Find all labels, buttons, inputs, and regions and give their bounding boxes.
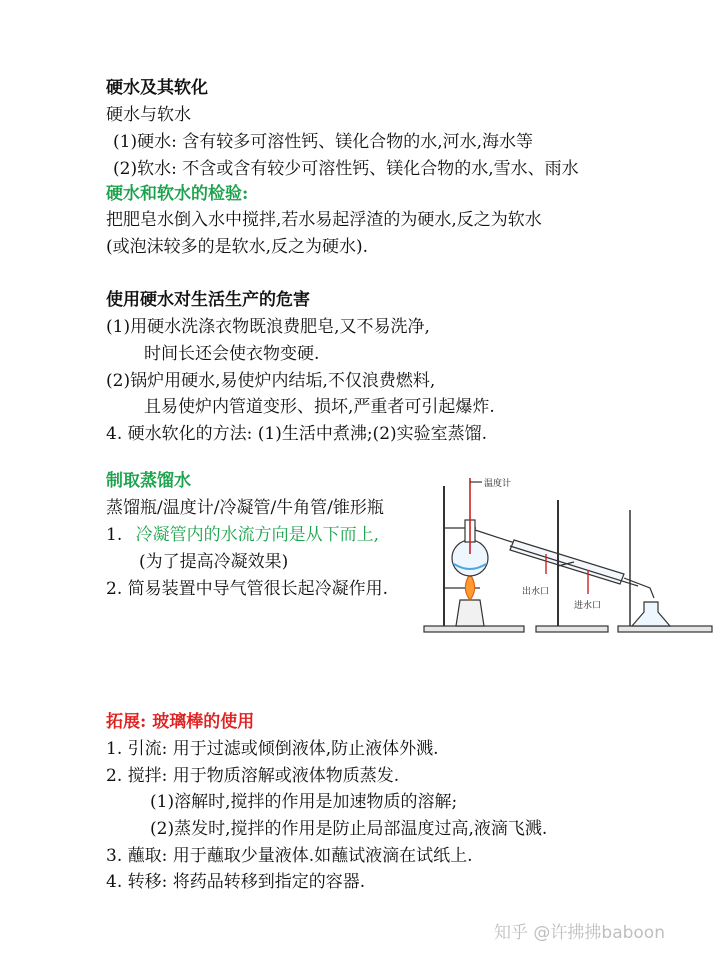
adapter [624, 578, 654, 598]
hard-water-definition: (1)硬水: 含有较多可溶性钙、镁化合物的水,河水,海水等 [113, 132, 534, 152]
rod-use-dipping: 3. 蘸取: 用于蘸取少量液体.如蘸试液滴在试纸上. [106, 846, 473, 866]
middle-stand-base [536, 626, 608, 632]
section-title-distilled-water: 制取蒸馏水 [106, 471, 191, 491]
distillation-apparatus-diagram [418, 470, 718, 640]
conical-flask [632, 602, 670, 626]
rod-use-stirring: 2. 搅拌: 用于物质溶解或液体物质蒸发. [106, 766, 400, 786]
subtitle-hard-soft-water: 硬水与软水 [106, 105, 191, 125]
test-heading: 硬水和软水的检验: [106, 184, 249, 204]
harm-item2-line1: (2)锅炉用硬水,易使炉内结垢,不仅浪费燃料, [106, 371, 436, 391]
rod-use-drainage: 1. 引流: 用于过滤或倾倒液体,防止液体外溅. [106, 739, 439, 759]
rod-use-transfer: 4. 转移: 将药品转移到指定的容器. [106, 872, 366, 892]
flame [465, 574, 474, 600]
harm-item2-line2: 且易使炉内管道变形、损坏,严重者可引起爆炸. [144, 397, 495, 417]
softening-methods: 4. 硬水软化的方法: (1)生活中煮沸;(2)实验室蒸馏. [106, 424, 488, 444]
harm-item1-line1: (1)用硬水洗涤衣物既浪费肥皂,又不易洗净, [106, 317, 430, 337]
test-method-line1: 把肥皂水倒入水中搅拌,若水易起浮渣的为硬水,反之为软水 [106, 210, 542, 230]
zhihu-watermark: 知乎 @许拂拂baboon [494, 923, 665, 943]
section-title-glass-rod: 拓展: 玻璃棒的使用 [106, 712, 255, 732]
soft-water-definition: (2)软水: 不含或含有较少可溶性钙、镁化合物的水,雪水、雨水 [113, 159, 579, 179]
inner-tube [510, 546, 638, 586]
right-base [618, 626, 712, 632]
condenser-flow-line [106, 523, 379, 547]
test-method-line2: (或泡沫较多的是软水,反之为硬水). [106, 237, 369, 257]
stirring-dissolving: (1)溶解时,搅拌的作用是加速物质的溶解; [150, 792, 458, 812]
left-stand-base [424, 626, 524, 632]
harm-item1-line2: 时间长还会使衣物变硬. [144, 344, 320, 364]
water-in-label: 进水口 [574, 601, 602, 611]
water-out-label: 出水口 [522, 587, 550, 597]
condenser-flow-note: (为了提高冷凝效果) [139, 552, 289, 572]
apparatus-list: 蒸馏瓶/温度计/冷凝管/牛角管/锥形瓶 [106, 498, 384, 518]
condenser-flow-text: 冷凝管内的水流方向是从下而上, [135, 525, 380, 545]
item-number: 1. [106, 525, 123, 545]
section-title-harm: 使用硬水对生活生产的危害 [106, 290, 310, 310]
thermometer-label: 温度计 [484, 479, 512, 489]
side-arm [475, 530, 518, 544]
stirring-evaporating: (2)蒸发时,搅拌的作用是防止局部温度过高,液滴飞溅. [150, 819, 548, 839]
condenser [510, 540, 624, 584]
long-tube-note: 2. 简易装置中导气管很长起冷凝作用. [106, 579, 389, 599]
alcohol-burner [456, 600, 484, 626]
section-title-hard-water: 硬水及其软化 [106, 78, 208, 98]
